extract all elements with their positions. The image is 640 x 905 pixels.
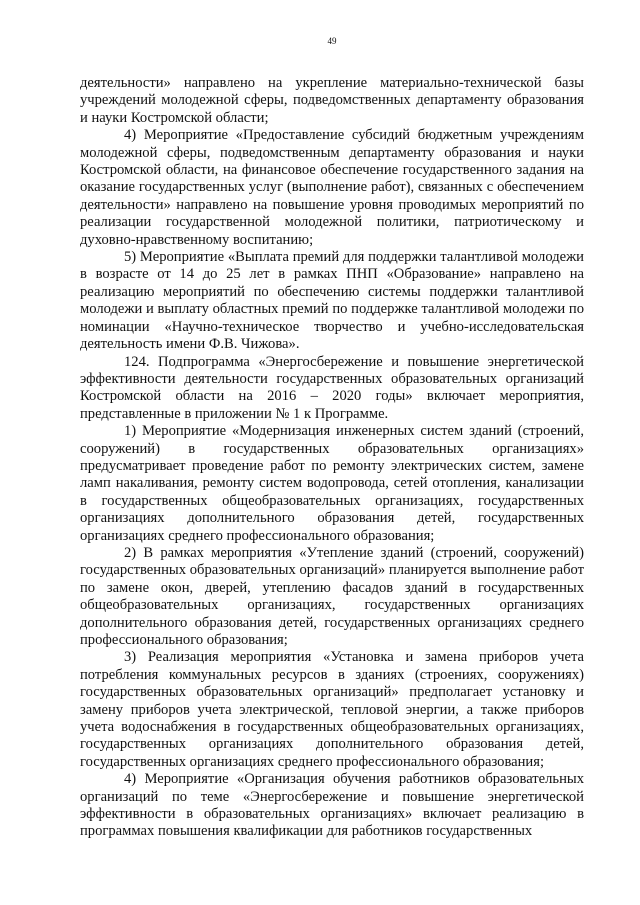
paragraph-1: деятельности» направлено на укрепление материально-технической базы учреждений молодежной сферы, подведомственных департаменту образования и науки Костромской области;: [80, 75, 584, 126]
paragraph-5: 1) Мероприятие «Модернизация инженерных систем зданий (строений, сооружений) в государственных образовательных организациях» предусматривает проведение работ по ремонту электрических систем, замене ламп накаливания, ремонту систем водопровода, сетей отопления, канализации в государственных общеобразовательных организациях, государственных организациях дополнительного образования детей, государственных организациях среднего профессионального образования;: [80, 423, 584, 544]
paragraph-8: 4) Мероприятие «Организация обучения работников образовательных организаций по теме «Энергосбережение и повышение энергетической эффективности в образовательных организациях» включает реализацию в программах повышения квалификации для работников государственных: [80, 771, 584, 840]
page-number: 49: [327, 36, 337, 46]
paragraph-6: 2) В рамках мероприятия «Утепление зданий (строений, сооружений) государственных образовательных организаций» планируется выполнение работ по замене окон, дверей, утеплению фасадов зданий в государственных общеобразовательных организациях, государственных организациях дополнительного образования детей, государственных организациях среднего профессионального образования;: [80, 544, 584, 648]
paragraph-7: 3) Реализация мероприятия «Установка и замена приборов учета потребления коммунальных ресурсов в зданиях (строениях, сооружениях) государственных образовательных организаций» предполагает установку и замену приборов учета электрической, тепловой энергии, а также приборов учета водоснабжения в государственных общеобразовательных организациях, государственных организациях дополнительного образования детей, государственных организациях среднего профессионального образования;: [80, 649, 584, 770]
paragraph-3: 5) Мероприятие «Выплата премий для поддержки талантливой молодежи в возрасте от 14 до 25 лет в рамках ПНП «Образование» направлено на реализацию мероприятий по обеспечению системы поддержки талантливой молодежи и выплату областных премий по поддержке талантливой молодежи по номинации «Научно-техническое творчество и учебно-исследовательская деятельность имени Ф.В. Чижова».: [80, 249, 584, 353]
document-body: [80, 75, 584, 841]
paragraph-2: 4) Мероприятие «Предоставление субсидий бюджетным учреждениям молодежной сферы, подведомственным департаменту образования и науки Костромской области, на финансовое обеспечение государственного задания на оказание государственных услуг (выполнение работ), связанных с обеспечением деятельности» направлено на повышение уровня проводимых мероприятий по реализации государственной молодежной политики, патриотическому и духовно-нравственному воспитанию;: [80, 127, 584, 248]
paragraph-4: 124. Подпрограмма «Энергосбережение и повышение энергетической эффективности деятельности государственных образовательных организаций Костромской области на 2016 – 2020 годы» включает мероприятия, представленные в приложении № 1 к Программе.: [80, 353, 584, 422]
